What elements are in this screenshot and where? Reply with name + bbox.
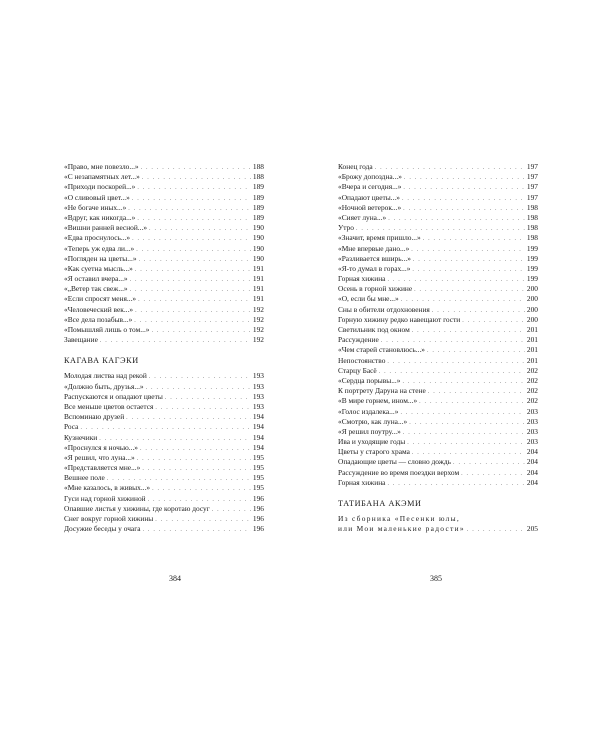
toc-entry: [64, 443, 264, 453]
entries-right: [338, 162, 538, 488]
toc-entry: [338, 182, 538, 192]
entry-page: 198: [526, 233, 538, 243]
toc-entry: [64, 483, 264, 493]
entry-page: 204: [526, 477, 538, 487]
leader-dots: [412, 265, 524, 275]
entry-title: «Мне впервые дано...»: [338, 243, 410, 253]
leader-dots: [428, 387, 525, 397]
toc-entry: [64, 382, 264, 392]
entry-page: 203: [526, 416, 538, 426]
entry-title: «Ночной ветерок...»: [338, 202, 402, 212]
toc-entry: [338, 447, 538, 457]
leader-dots: [142, 173, 251, 183]
leader-dots: [379, 367, 525, 377]
leader-dots: [138, 295, 251, 305]
entry-title: Гуси над горной хижиной: [64, 493, 146, 503]
entry-page: 197: [526, 172, 538, 182]
toc-entry: [64, 305, 264, 315]
leader-dots: [411, 245, 525, 255]
toc-entry: [64, 203, 264, 213]
entry-title: Горная хижина: [338, 477, 386, 487]
toc-entry: [64, 433, 264, 443]
entry-page: 205: [526, 524, 538, 534]
entry-title: «Приходи поскорей...»: [64, 182, 136, 192]
entry-title: Сны в обители отдохновения: [338, 304, 430, 314]
entry-title: «Сердца порывы...»: [338, 375, 401, 385]
entry-page: 188: [252, 172, 264, 182]
entry-page: 193: [252, 391, 264, 401]
leader-dots: [141, 163, 251, 173]
entry-page: 204: [526, 467, 538, 477]
entry-title: Ива и уходящие годы: [338, 437, 406, 447]
entry-title: «Представляется мне...»: [64, 463, 141, 473]
entry-title: Завещание: [64, 335, 98, 345]
entry-page: 191: [252, 263, 264, 273]
toc-entry: [64, 504, 264, 514]
leader-dots: [142, 464, 251, 474]
entry-page: 195: [252, 452, 264, 462]
toc-entry: [338, 203, 538, 213]
leader-dots: [388, 214, 525, 224]
leader-dots: [404, 173, 525, 183]
entry-page: 189: [252, 202, 264, 212]
entry-title: Горную хижину редко навещают гости: [338, 314, 461, 324]
toc-entry: [338, 417, 538, 427]
toc-entry: [338, 294, 538, 304]
toc-entry: [338, 233, 538, 243]
entry-page: 204: [526, 447, 538, 457]
entry-title: Опавшие листья у хижины, где коротаю досуг: [64, 503, 210, 513]
toc-entry: [338, 254, 538, 264]
entry-page: 202: [526, 396, 538, 406]
entry-page: 201: [526, 355, 538, 365]
leader-dots: [80, 423, 250, 433]
entry-page: 197: [526, 192, 538, 202]
toc-entry: [64, 335, 264, 345]
entry-title: Утро: [338, 223, 354, 233]
toc-entry: [64, 182, 264, 192]
entry-page: 188: [252, 162, 264, 171]
leader-dots: [135, 265, 251, 275]
entry-page: 196: [252, 524, 264, 534]
toc-entry: [338, 437, 538, 447]
toc-entry: [64, 371, 264, 381]
page-number-left: 384: [169, 574, 181, 583]
entry-title: «Право, мне повезло...»: [64, 162, 139, 171]
entry-page: 198: [526, 202, 538, 212]
entry-page: 195: [252, 473, 264, 483]
entry-page: 203: [526, 437, 538, 447]
leader-dots: [412, 326, 525, 336]
entry-page: 201: [526, 335, 538, 345]
entry-page: 192: [252, 325, 264, 334]
toc-entry: [338, 386, 538, 396]
entry-title: «Брожу допоздна...»: [338, 172, 402, 182]
entry-title: «Как суетна мысль...»: [64, 263, 133, 273]
leader-dots: [137, 214, 251, 224]
leader-dots: [149, 372, 251, 382]
entry-title: «Не богаче иных...»: [64, 202, 127, 212]
toc-entry: [338, 457, 538, 467]
entry-title: Цветы у старого храма: [338, 447, 410, 457]
leader-dots: [212, 505, 251, 515]
entry-page: 199: [526, 243, 538, 253]
leader-dots: [403, 428, 525, 438]
entry-title: «Проснулся я ночью...»: [64, 442, 138, 452]
entry-page: 194: [252, 412, 264, 422]
toc-entry: [338, 396, 538, 406]
entry-title: Вешнее поле: [64, 473, 105, 483]
entry-title: «Голос издалека...»: [338, 406, 399, 416]
entry-page: 192: [252, 304, 264, 314]
entry-page: 193: [252, 401, 264, 411]
entry-page: 199: [526, 274, 538, 284]
toc-entry: [338, 478, 538, 488]
entry-page: 199: [526, 263, 538, 273]
toc-entry: [64, 233, 264, 243]
entry-title: «В мире горнем, ином...»: [338, 396, 418, 406]
toc-entry: [64, 264, 264, 274]
leader-dots: [149, 224, 251, 234]
entry-title: Непостоянство: [338, 355, 386, 365]
toc-entry: [64, 463, 264, 473]
entry-title: Роса: [64, 422, 79, 432]
entry-page: 198: [526, 212, 538, 222]
entry-title: «О, если бы мне...»: [338, 294, 399, 304]
entries-kagava: [64, 371, 264, 534]
entry-page: 191: [252, 294, 264, 304]
leader-dots: [400, 408, 524, 418]
leader-dots: [126, 413, 251, 423]
entry-title: Вспоминаю друзей: [64, 412, 125, 422]
entry-page: 203: [526, 426, 538, 436]
toc-entry: [338, 407, 538, 417]
leader-dots: [462, 316, 525, 326]
leader-dots: [139, 255, 251, 265]
entry-page: 200: [526, 304, 538, 314]
entry-page: 202: [526, 365, 538, 375]
entry-page: 194: [252, 422, 264, 432]
leader-dots: [413, 255, 525, 265]
leader-dots: [402, 194, 525, 204]
entry-page: 200: [526, 284, 538, 294]
toc-entry: [64, 193, 264, 203]
entry-title: Конец года: [338, 162, 373, 171]
entry-title: «Опадают цветы...»: [338, 192, 400, 202]
entry-page: 189: [252, 212, 264, 222]
entry-title: «Я оставил вчера...»: [64, 274, 128, 284]
toc-entry: [64, 514, 264, 524]
leader-dots: [407, 438, 525, 448]
entry-title: Опадающие цветы — словно дождь: [338, 457, 452, 467]
entry-title: «Все дела позабыв...»: [64, 314, 133, 324]
entry-title: Осень в горной хижине: [338, 284, 413, 294]
entry-title: «Погляден на цветы...»: [64, 253, 137, 263]
section-heading-tatibana: ТАТИБАНА АКЭМИ: [338, 499, 422, 508]
toc-entry: [338, 284, 538, 294]
toc-entry: [338, 315, 538, 325]
leader-dots: [128, 204, 251, 214]
toc-entry: [338, 376, 538, 386]
leader-dots: [155, 515, 251, 525]
entry-page: 193: [252, 371, 264, 381]
toc-right: [338, 162, 538, 535]
leader-dots: [419, 397, 525, 407]
toc-entry: [64, 325, 264, 335]
toc-entry: [64, 473, 264, 483]
entry-page: 194: [252, 442, 264, 452]
leader-dots: [427, 346, 525, 356]
right-page: [300, 0, 600, 750]
entry-page: 194: [252, 432, 264, 442]
toc-entry: [338, 427, 538, 437]
leader-dots: [409, 418, 525, 428]
entry-title: Горная хижина: [338, 274, 386, 284]
entry-title: «С незапамятных лет...»: [64, 172, 140, 182]
entry-page: 197: [526, 162, 538, 171]
leader-dots: [414, 285, 525, 295]
entries-left: [64, 162, 264, 345]
toc-entry: [338, 244, 538, 254]
entry-title: Досужие беседы у очага: [64, 524, 141, 534]
leader-dots: [132, 194, 251, 204]
entry-page: 198: [526, 223, 538, 233]
leader-dots: [137, 454, 251, 464]
entry-title: Старцу Басё: [338, 365, 377, 375]
leader-dots: [152, 484, 251, 494]
leader-dots: [467, 525, 525, 535]
leader-dots: [137, 183, 251, 193]
leader-dots: [165, 393, 251, 403]
toc-entry: [338, 356, 538, 366]
leader-dots: [143, 525, 251, 535]
entry-page: 190: [252, 223, 264, 233]
entry-page: 203: [526, 406, 538, 416]
entry-title: «„Ветер так свеж...»: [64, 284, 128, 294]
leader-dots: [461, 469, 525, 479]
entry-title: Все меньше цветов остается: [64, 401, 154, 411]
leader-dots: [100, 336, 251, 346]
entry-title: «Вишни ранней весной...»: [64, 223, 148, 233]
leader-dots: [140, 444, 251, 454]
entry-page: 201: [526, 325, 538, 334]
entry-page: 195: [252, 483, 264, 493]
toc-entry: [64, 274, 264, 284]
entry-page: 204: [526, 457, 538, 467]
entry-title: «Едва проснулось...»: [64, 233, 131, 243]
toc-entry: [338, 193, 538, 203]
entry-title: «Я-то думал в горах...»: [338, 263, 411, 273]
toc-entry: [64, 244, 264, 254]
entry-title: «Теперь уж едва ли...»: [64, 243, 135, 253]
leader-dots: [130, 275, 251, 285]
toc-entry: [64, 412, 264, 422]
entry-title: «Помышляй лишь о том...»: [64, 325, 150, 334]
entry-title: «Чем старей становлюсь...»: [338, 345, 425, 355]
entry-title: «Сияет луна...»: [338, 212, 387, 222]
leader-dots: [387, 357, 524, 367]
toc-entry: [64, 494, 264, 504]
entry-page: 202: [526, 375, 538, 385]
toc-entry: [64, 422, 264, 432]
toc-entry: [338, 223, 538, 233]
toc-entry: [338, 366, 538, 376]
toc-entry: [64, 172, 264, 182]
toc-entry: [338, 335, 538, 345]
toc-entry: [64, 315, 264, 325]
entry-title: Кузнечики: [64, 432, 98, 442]
toc-left: [64, 162, 264, 534]
leader-dots: [403, 204, 525, 214]
entry-page: 192: [252, 314, 264, 324]
entry-page: 195: [252, 463, 264, 473]
toc-entry: [64, 392, 264, 402]
leader-dots: [132, 234, 251, 244]
entry-page: 201: [526, 345, 538, 355]
toc-entry: [64, 254, 264, 264]
entry-page: 189: [252, 182, 264, 192]
entry-title: «Я решил поутру...»: [338, 426, 401, 436]
toc-entry: [338, 172, 538, 182]
page-number-right: 385: [430, 574, 442, 583]
entry-title: «Вчера и сегодня...»: [338, 182, 402, 192]
toc-entry: [338, 274, 538, 284]
entry-page: 196: [252, 514, 264, 523]
entry-title: «Мне казалось, в живых...»: [64, 483, 151, 493]
entry-page: 190: [252, 243, 264, 253]
entry-title: Молодая листва над рекой: [64, 371, 147, 381]
entry-title-line2: или Мои маленькие радости»: [338, 524, 465, 534]
entry-title: Светильник под окном: [338, 325, 410, 334]
entry-page: 193: [252, 381, 264, 391]
toc-entry: [64, 524, 264, 534]
entry-page: 199: [526, 253, 538, 263]
toc-entry: [338, 213, 538, 223]
toc-entry: [338, 264, 538, 274]
entry-title: «Я решил, что луна...»: [64, 452, 135, 462]
toc-entry: [338, 325, 538, 335]
entry-title: Снег вокруг горной хижины: [64, 514, 154, 523]
section-heading-kagava: КАГАВА КАГЭКИ: [64, 356, 139, 366]
entry-page: 197: [526, 182, 538, 192]
toc-entry: [64, 294, 264, 304]
leader-dots: [136, 245, 251, 255]
toc-entry: [338, 162, 538, 172]
entry-title: «Вдруг, как никогда...»: [64, 212, 136, 222]
toc-entry: [338, 345, 538, 355]
toc-entry: [64, 162, 264, 172]
entry-page: 196: [252, 503, 264, 513]
entry-title: «Разливается вширь...»: [338, 253, 411, 263]
entry-title: К портрету Даруна на стене: [338, 386, 426, 396]
toc-entry: [338, 468, 538, 478]
entry-page: 191: [252, 284, 264, 294]
toc-entry-collection: [338, 514, 538, 535]
entry-title: Рассуждение: [338, 335, 379, 345]
entry-page: 190: [252, 233, 264, 243]
leader-dots: [155, 403, 250, 413]
entry-title: «О сливовый цвет...»: [64, 192, 130, 202]
leader-dots: [135, 306, 251, 316]
entry-page: 192: [252, 335, 264, 345]
entry-page: 200: [526, 314, 538, 324]
toc-entry: [64, 402, 264, 412]
toc-entry: [64, 284, 264, 294]
leader-dots: [134, 316, 251, 326]
toc-entry: [64, 453, 264, 463]
toc-entry: [338, 305, 538, 315]
entry-title: «Человеческий век...»: [64, 304, 134, 314]
leader-dots: [453, 458, 525, 468]
leader-dots: [403, 183, 525, 193]
entry-title: Рассуждение во время поездки верхом: [338, 467, 460, 477]
entry-title: «Смотрю, как луна...»: [338, 416, 408, 426]
entry-page: 190: [252, 253, 264, 263]
entry-page: 196: [252, 493, 264, 503]
leader-dots: [152, 326, 251, 336]
entry-page: 191: [252, 274, 264, 284]
entry-page: 202: [526, 386, 538, 396]
entry-title: «Должно быть, друзья...»: [64, 381, 144, 391]
leader-dots: [130, 285, 251, 295]
toc-entry: [64, 223, 264, 233]
entry-title: Распускаются и опадают цветы: [64, 391, 163, 401]
leader-dots: [387, 479, 524, 489]
entry-title: «Если спросят меня...»: [64, 294, 137, 304]
leader-dots: [423, 234, 525, 244]
toc-entry: [64, 213, 264, 223]
entry-title-line1: Из сборника «Песенки юлы,: [338, 514, 460, 523]
entry-title: «Значит, время пришло...»: [338, 233, 421, 243]
entry-page: 189: [252, 192, 264, 202]
entry-page: 200: [526, 294, 538, 304]
